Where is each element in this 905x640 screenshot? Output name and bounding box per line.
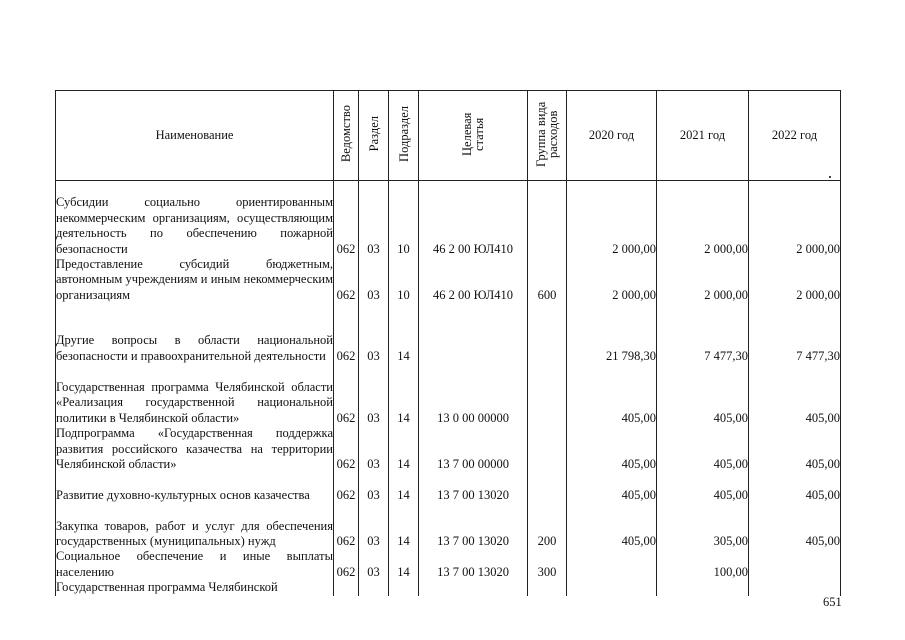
cell-celevaya: 13 7 00 13020 <box>419 503 528 549</box>
cell-name: Субсидии социально ориентированным некоммерческим организациям, осуществляющим деятельность по обеспечению пожарной безопасности <box>56 181 334 258</box>
col-header-gruppa-text: Группа вида расходов <box>534 100 560 167</box>
col-header-2022 <box>749 91 841 181</box>
cell-2022: 405,00 <box>749 503 841 549</box>
cell-2020: 405,00 <box>567 503 657 549</box>
cell-vedomstvo: 062 <box>334 303 359 364</box>
col-header-gruppa <box>528 91 567 181</box>
col-header-name-text: Наименование <box>155 128 234 142</box>
cell-name: Подпрограмма «Государственная поддержка развития российского казачества на территории Челябинской области» <box>56 426 333 472</box>
cell-gruppa <box>528 181 567 258</box>
col-header-vedomstvo <box>334 91 359 181</box>
cell-2022 <box>749 580 841 595</box>
cell-gruppa <box>528 580 567 595</box>
col-header-podrazdel-text: Подраздел <box>396 105 411 162</box>
col-header-vedomstvo-text: Ведомство <box>339 104 353 163</box>
table-row <box>56 472 841 503</box>
cell-gruppa: 600 <box>528 257 567 303</box>
cell-podrazdel: 14 <box>389 472 419 503</box>
cell-razdel: 03 <box>359 364 389 426</box>
cell-celevaya: 13 7 00 13020 <box>419 549 528 580</box>
cell-2020: 2 000,00 <box>567 181 657 258</box>
cell-celevaya: 13 7 00 13020 <box>419 472 528 503</box>
cell-podrazdel: 14 <box>389 426 419 472</box>
col-header-2021-text: 2021 год <box>679 128 726 142</box>
cell-gruppa <box>528 426 567 472</box>
cell-vedomstvo: 062 <box>334 549 359 580</box>
cell-podrazdel: 14 <box>389 364 419 426</box>
cell-2020: 21 798,30 <box>567 303 657 364</box>
cell-2022: 7 477,30 <box>749 303 841 364</box>
cell-name: Предоставление субсидий бюджетным, автономным учреждениям и иным некоммерческим организациям <box>56 257 333 302</box>
cell-razdel: 03 <box>359 257 389 303</box>
table-body <box>56 181 841 596</box>
cell-gruppa: 300 <box>528 549 567 580</box>
col-header-name <box>56 91 334 181</box>
table-row <box>56 257 841 303</box>
cell-razdel: 03 <box>359 181 389 258</box>
cell-celevaya <box>419 303 528 364</box>
col-header-2022-text: 2022 год <box>771 128 818 142</box>
cell-2020: 2 000,00 <box>567 257 657 303</box>
page-number: 651 <box>823 595 842 609</box>
cell-razdel: 03 <box>359 303 389 364</box>
col-header-podrazdel <box>389 91 419 181</box>
cell-2020 <box>567 580 657 595</box>
cell-2021: 405,00 <box>657 364 749 426</box>
cell-podrazdel: 10 <box>389 181 419 258</box>
cell-celevaya: 13 7 00 00000 <box>419 426 528 472</box>
cell-vedomstvo: 062 <box>334 181 359 258</box>
cell-2021: 7 477,30 <box>657 303 749 364</box>
table-row <box>56 580 841 595</box>
budget-table <box>55 90 841 596</box>
cell-razdel: 03 <box>359 549 389 580</box>
header-row <box>56 91 841 181</box>
cell-2022 <box>749 549 841 580</box>
cell-podrazdel <box>389 580 419 595</box>
table-row <box>56 426 841 472</box>
cell-razdel: 03 <box>359 503 389 549</box>
cell-2020 <box>567 549 657 580</box>
cell-2021: 305,00 <box>657 503 749 549</box>
cell-2021: 2 000,00 <box>657 257 749 303</box>
cell-2022: 2 000,00 <box>749 181 841 258</box>
cell-vedomstvo: 062 <box>334 426 359 472</box>
col-header-2020 <box>567 91 657 181</box>
cell-name: Закупка товаров, работ и услуг для обеспечения государственных (муниципальных) нужд <box>56 503 334 549</box>
cell-name: Развитие духовно-культурных основ казачества <box>56 472 334 503</box>
cell-2022: 2 000,00 <box>749 257 841 303</box>
table-row <box>56 549 841 580</box>
cell-2021: 100,00 <box>657 549 749 580</box>
cell-razdel: 03 <box>359 426 389 472</box>
cell-2022: 405,00 <box>749 426 841 472</box>
cell-celevaya <box>419 580 528 595</box>
cell-gruppa <box>528 472 567 503</box>
cell-podrazdel: 14 <box>389 503 419 549</box>
cell-vedomstvo: 062 <box>334 364 359 426</box>
table-row <box>56 364 841 426</box>
cell-2021: 405,00 <box>657 472 749 503</box>
col-header-2020-text: 2020 год <box>588 128 635 142</box>
cell-celevaya: 13 0 00 00000 <box>419 364 528 426</box>
cell-vedomstvo: 062 <box>334 503 359 549</box>
cell-name: Другие вопросы в области национальной безопасности и правоохранительной деятельности <box>56 303 334 364</box>
cell-2020: 405,00 <box>567 472 657 503</box>
cell-2020: 405,00 <box>567 426 657 472</box>
scan-dot <box>829 176 831 178</box>
cell-2022: 405,00 <box>749 364 841 426</box>
cell-razdel <box>359 580 389 595</box>
cell-vedomstvo: 062 <box>334 257 359 303</box>
cell-2020: 405,00 <box>567 364 657 426</box>
cell-name: Государственная программа Челябинской <box>56 580 334 595</box>
col-header-celevaya <box>419 91 528 181</box>
cell-podrazdel: 14 <box>389 303 419 364</box>
table-row <box>56 503 841 549</box>
cell-vedomstvo <box>334 580 359 595</box>
cell-celevaya: 46 2 00 ЮЛ410 <box>419 257 528 303</box>
cell-podrazdel: 10 <box>389 257 419 303</box>
cell-razdel: 03 <box>359 472 389 503</box>
col-header-razdel <box>359 91 389 181</box>
cell-celevaya: 46 2 00 ЮЛ410 <box>419 181 528 258</box>
cell-2021: 2 000,00 <box>657 181 749 258</box>
cell-gruppa <box>528 303 567 364</box>
cell-name: Государственная программа Челябинской области «Реализация государственной национальной политики в Челябинской области» <box>56 364 334 426</box>
cell-name: Социальное обеспечение и иные выплаты населению <box>56 549 333 579</box>
col-header-celevaya-text: Целевая статья <box>460 111 486 156</box>
cell-2021: 405,00 <box>657 426 749 472</box>
col-header-razdel-text: Раздел <box>366 115 381 152</box>
cell-podrazdel: 14 <box>389 549 419 580</box>
cell-2022: 405,00 <box>749 472 841 503</box>
cell-gruppa <box>528 364 567 426</box>
table-row <box>56 181 841 258</box>
cell-vedomstvo: 062 <box>334 472 359 503</box>
cell-gruppa: 200 <box>528 503 567 549</box>
col-header-2021 <box>657 91 749 181</box>
cell-2021 <box>657 580 749 595</box>
table-row <box>56 303 841 364</box>
